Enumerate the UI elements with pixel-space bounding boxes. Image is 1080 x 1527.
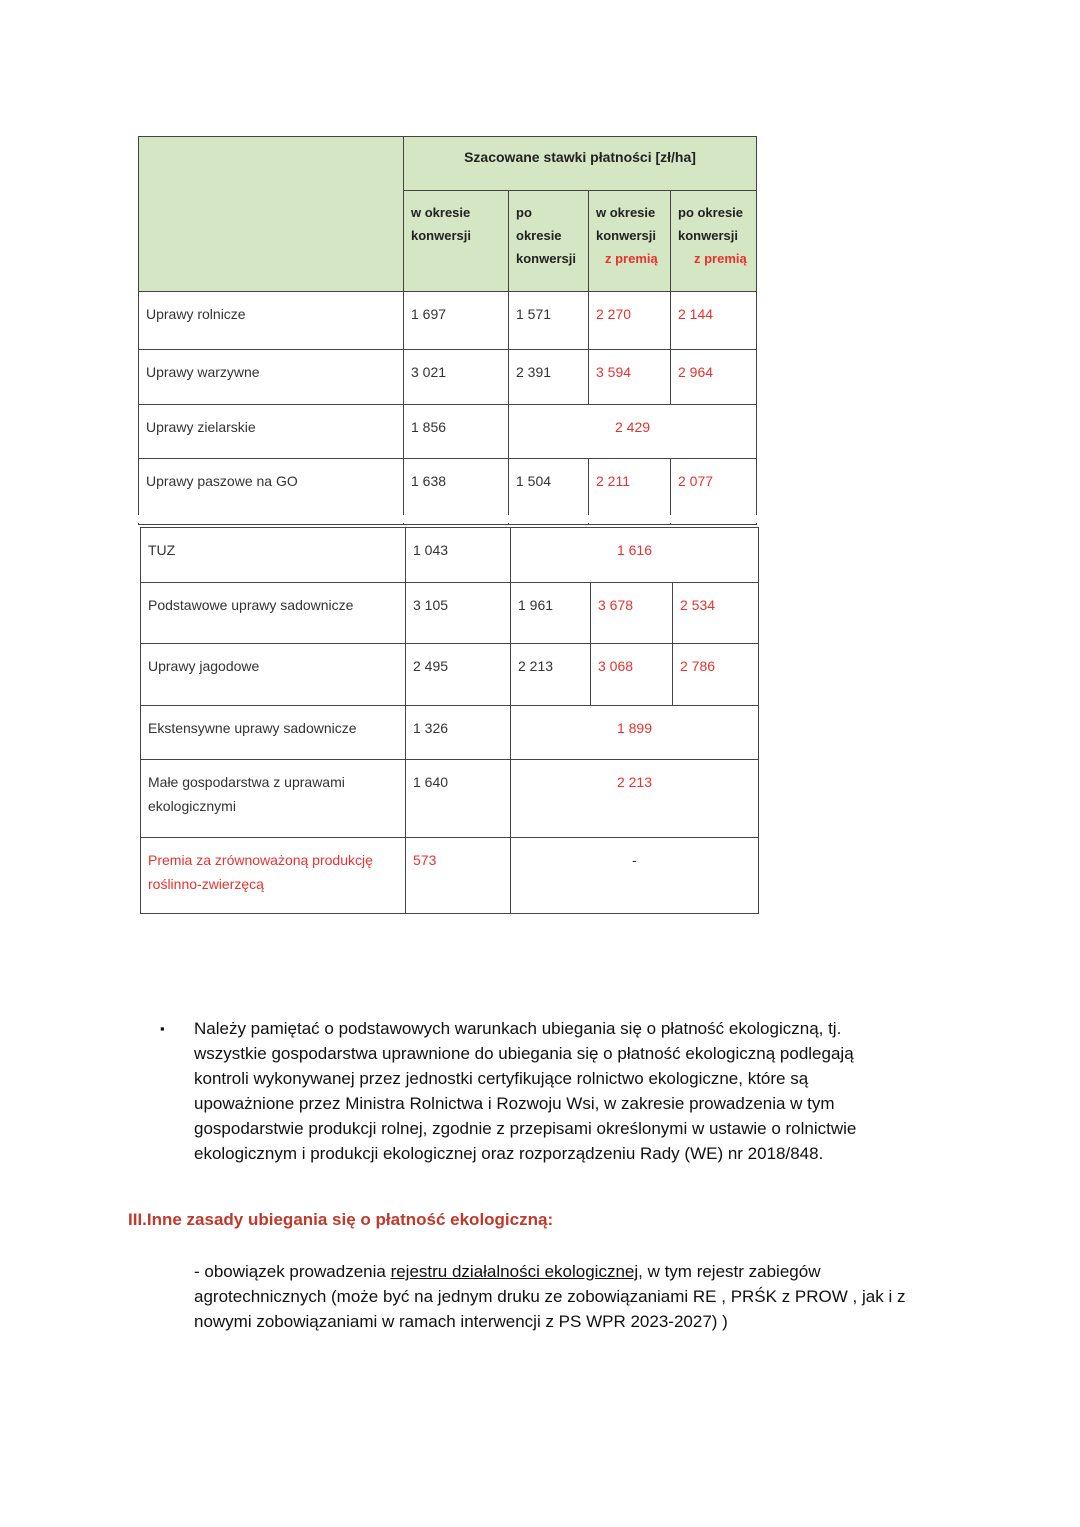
row-label: Uprawy jagodowe [141, 644, 406, 706]
row-label: Podstawowe uprawy sadownicze [141, 583, 406, 644]
text-line: upoważnione przez Ministra Rolnictwa i Rozwoju Wsi, w zakresie prowadzenia w tym [194, 1094, 835, 1113]
value-cell: 3 594 [589, 350, 671, 405]
table-row [139, 350, 757, 405]
register-link[interactable]: rejestru działalności ekologicznej [390, 1262, 639, 1281]
merged-value-cell: - [511, 838, 759, 914]
table-row [141, 760, 759, 838]
text-line: kontroli wykonywanej przez jednostki certyfikujące rolnictwo ekologiczne, które są [194, 1069, 809, 1088]
text-fragment: - obowiązek prowadzenia [194, 1262, 391, 1281]
value-cell: 3 678 [591, 583, 673, 644]
value-cell: 1 504 [509, 459, 589, 525]
row-label: Uprawy zielarskie [139, 405, 404, 459]
text-line: nowymi zobowiązaniami w ramach interwencji z PS WPR 2023-2027) ) [194, 1312, 728, 1331]
value-cell: 2 211 [589, 459, 671, 525]
row-label: Uprawy warzywne [139, 350, 404, 405]
value-cell: 2 077 [671, 459, 757, 525]
value-cell: 2 534 [673, 583, 759, 644]
value-cell: 3 105 [406, 583, 511, 644]
value-cell: 1 697 [404, 292, 509, 350]
table-row [141, 528, 759, 583]
value-cell: 2 391 [509, 350, 589, 405]
text-line: gospodarstwie produkcji rolnej, zgodnie z przepisami określonymi w ustawie o rolnictwie [194, 1119, 857, 1138]
merged-value-cell: 1 899 [511, 706, 759, 760]
text-line: ekologicznym i produkcji ekologicznej oraz rozporządzeniu Rady (WE) nr 2018/848. [194, 1144, 824, 1163]
value-cell: 1 638 [404, 459, 509, 525]
value-cell: 2 270 [589, 292, 671, 350]
merged-value-cell: 2 213 [511, 760, 759, 838]
section-paragraph [194, 1259, 954, 1334]
table-split-gap [136, 515, 758, 523]
row-label: Premia za zrównoważoną produkcję roślinno-zwierzęcą [141, 838, 406, 914]
row-label: TUZ [141, 528, 406, 583]
value-cell: 2 786 [673, 644, 759, 706]
table-row [141, 644, 759, 706]
value-cell: 3 021 [404, 350, 509, 405]
col-header-2: po okresie konwersji [509, 191, 589, 292]
bullet-paragraph [160, 1016, 960, 1166]
row-label: Uprawy paszowe na GO [139, 459, 404, 525]
value-cell: 573 [406, 838, 511, 914]
col-header-4: po okresie konwersji z premią [671, 191, 757, 292]
table-row [141, 838, 759, 914]
payment-rates-table-part2 [140, 527, 759, 914]
value-cell: 3 068 [591, 644, 673, 706]
row-label: Ekstensywne uprawy sadownicze [141, 706, 406, 760]
text-line [194, 1259, 954, 1284]
text-line: Należy pamiętać o podstawowych warunkach ubiegania się o płatność ekologiczną, tj. [194, 1019, 842, 1038]
text-line: wszystkie gospodarstwa uprawnione do ubiegania się o płatność ekologiczną podlegają [194, 1044, 854, 1063]
merged-value-cell: 1 616 [511, 528, 759, 583]
table-row [141, 706, 759, 760]
value-cell: 2 964 [671, 350, 757, 405]
bullet-square-icon: ▪ [160, 1021, 165, 1036]
header-title: Szacowane stawki płatności [zł/ha] [404, 137, 757, 191]
value-cell: 1 571 [509, 292, 589, 350]
table-row [139, 405, 757, 459]
text-fragment: , w tym rejestr zabiegów [638, 1262, 821, 1281]
col-header-1: w okresie konwersji [404, 191, 509, 292]
value-cell: 1 640 [406, 760, 511, 838]
row-label: Uprawy rolnicze [139, 292, 404, 350]
merged-value-cell: 2 429 [509, 405, 757, 459]
text-line: agrotechnicznych (może być na jednym druku ze zobowiązaniami RE , PRŚK z PROW , jak i z [194, 1287, 906, 1306]
value-cell: 1 326 [406, 706, 511, 760]
section-heading: III.Inne zasady ubiegania się o płatność ekologiczną: [128, 1210, 554, 1229]
value-cell: 1 043 [406, 528, 511, 583]
value-cell: 2 213 [511, 644, 591, 706]
payment-rates-table-part1 [138, 136, 757, 525]
table-row [141, 583, 759, 644]
value-cell: 2 144 [671, 292, 757, 350]
col-header-3: w okresie konwersji z premią [589, 191, 671, 292]
value-cell: 2 495 [406, 644, 511, 706]
value-cell: 1 856 [404, 405, 509, 459]
value-cell: 1 961 [511, 583, 591, 644]
row-label: Małe gospodarstwa z uprawami ekologicznymi [141, 760, 406, 838]
header-corner-cell [139, 137, 404, 292]
table-row [139, 292, 757, 350]
